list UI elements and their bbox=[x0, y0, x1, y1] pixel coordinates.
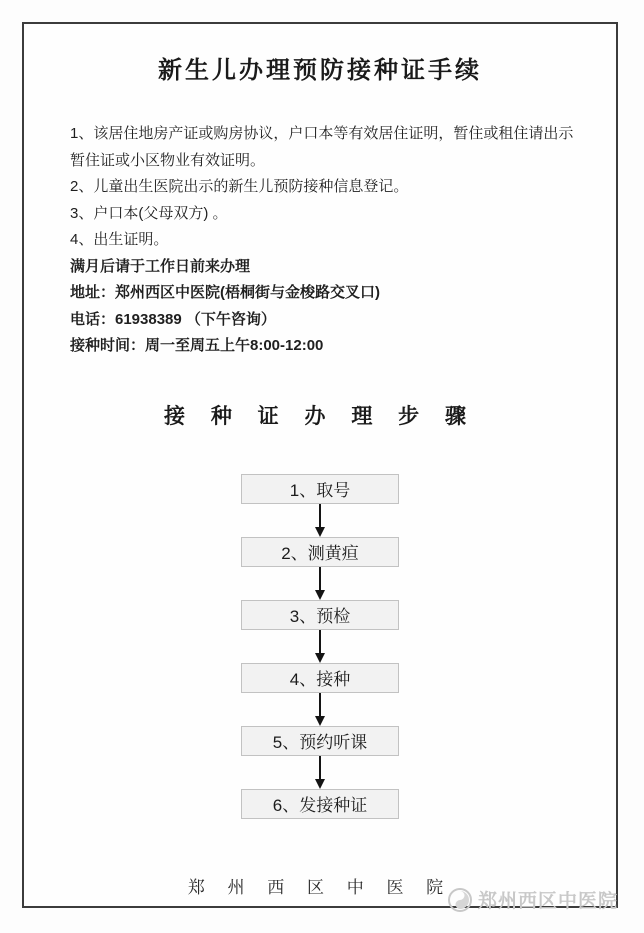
body-text bbox=[70, 121, 576, 360]
page-title: 新生儿办理预防接种证手续 bbox=[158, 57, 482, 84]
flow-step-5: 5、预约听课 bbox=[241, 726, 399, 756]
hospital-name-footer: 郑 州 西 区 中 医 院 bbox=[187, 878, 453, 897]
flow-step-2: 2、测黄疸 bbox=[241, 537, 399, 567]
document-sheet bbox=[22, 22, 618, 908]
flow-step-6: 6、发接种证 bbox=[241, 789, 399, 819]
intro-item-4: 4、出生证明。 bbox=[70, 231, 169, 248]
arrow-down-icon bbox=[315, 567, 325, 600]
flow-step-3: 3、预检 bbox=[241, 600, 399, 630]
intro-item-1: 1、该居住地房产证或购房协议，户口本等有效居住证明，暂住或租住请出示暂住证或小区物业有效证明。 bbox=[70, 125, 574, 169]
arrow-down-icon bbox=[315, 504, 325, 537]
flow-step-1: 1、取号 bbox=[241, 474, 399, 504]
notice-phone: 电话：61938389 （下午咨询） bbox=[70, 310, 276, 328]
watermark-text: 郑州西区中医院 bbox=[477, 891, 618, 912]
hospital-logo-icon bbox=[447, 887, 473, 913]
arrow-down-icon bbox=[315, 756, 325, 789]
arrow-down-icon bbox=[315, 630, 325, 663]
intro-item-2: 2、儿童出生医院出示的新生儿预防接种信息登记。 bbox=[70, 178, 409, 195]
flow-section-title: 接 种 证 办 理 步 骤 bbox=[163, 404, 476, 428]
notice-working-days: 满月后请于工作日前来办理 bbox=[70, 257, 251, 275]
notice-hours: 接种时间：周一至周五上午8:00-12:00 bbox=[70, 337, 324, 354]
flow-step-4: 4、接种 bbox=[241, 663, 399, 693]
intro-item-3: 3、户口本(父母双方) 。 bbox=[70, 204, 228, 222]
flowchart bbox=[24, 474, 616, 819]
arrow-down-icon bbox=[315, 693, 325, 726]
hospital-watermark bbox=[447, 886, 618, 913]
notice-address: 地址：郑州西区中医院(梧桐街与金梭路交叉口) bbox=[70, 284, 380, 301]
